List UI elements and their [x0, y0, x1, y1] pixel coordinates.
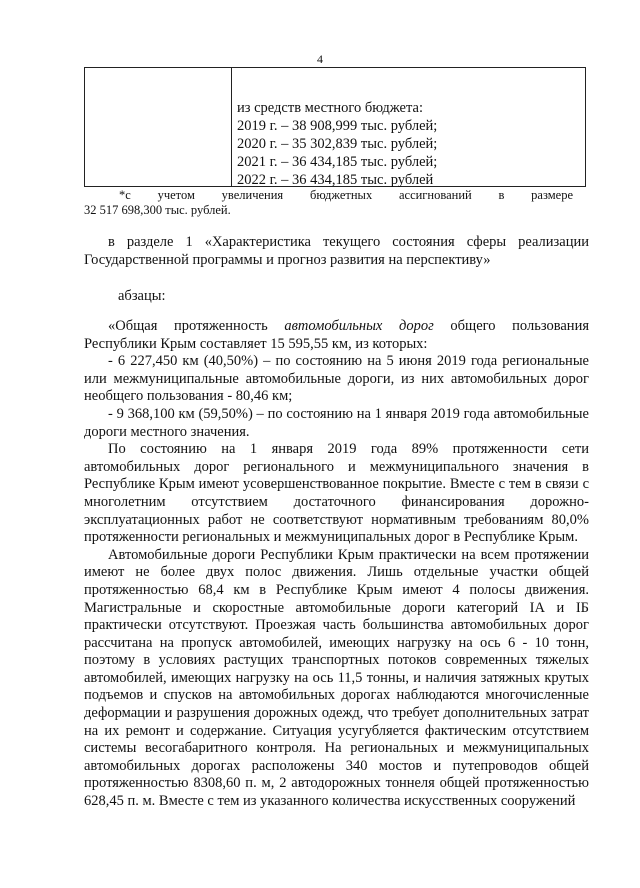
abzacy-label	[84, 288, 589, 306]
body-text	[84, 318, 589, 811]
footnote-word: в	[498, 188, 505, 202]
table-line: из средств местного бюджета:	[237, 100, 423, 116]
footnote-word: ассигнований	[398, 188, 472, 202]
footnote	[84, 188, 573, 218]
table-left-cell	[85, 68, 232, 186]
table-line: 2021 г. – 36 434,185 тыс. рублей;	[237, 154, 438, 170]
footnote-word: увеличения	[221, 188, 284, 202]
paragraph-3: - 9 368,100 км (59,50%) – по состоянию на 1 января 2019 года автомобильные дороги местного значения.	[84, 405, 589, 440]
abzacy-text: абзацы:	[118, 288, 166, 304]
paragraph-1-suffix: общего пользования Республики Крым составляет 15 595,55 км, из которых:	[84, 318, 589, 352]
footnote-word: бюджетных	[309, 188, 373, 202]
paragraph-1-prefix: «Общая протяженность	[108, 318, 285, 334]
footnote-word: размере	[531, 188, 573, 202]
table-line: 2019 г. – 38 908,999 тыс. рублей;	[237, 118, 438, 134]
paragraph-2: - 6 227,450 км (40,50%) – по состоянию на 5 июня 2019 года региональные или межмуниципальные автомобильные дороги, из них автомобильных дорог необщего пользования - 80,46 км;	[84, 353, 589, 405]
paragraph-5: Автомобильные дороги Республики Крым практически на всем протяжении имеют не более двух полос движения. Лишь отдельные участки общей протяженностью 68,4 км в Республике Крым имеют 4 полосы движения. Магистральные и скоростные автомобильные дороги категорий IА и IБ практически отсутствуют. Проезжая часть большинства автомобильных дорог рассчитана на пропуск автомобилей, имеющих нагрузку на ось 6 - 10 тонн, поэтому в условиях растущих транспортных потоков современных тяжелых автомобилей, имеющих нагрузку на ось 11,5 тонны, и наличия затяжных крутых подъемов и спусков на автомобильных дорогах наблюдаются многочисленные деформации и разрушения дорожных одежд, что требует дополнительных затрат на их ремонт и содержание. Ситуация усугубляется фактическим отсутствием системы весогабаритного контроля. На региональных и межмуниципальных автомобильных дорогах расположены 340 мостов и путепроводов общей протяженностью 8308,60 п. м, 2 автодорожных тоннеля общей протяженностью 628,45 п. м. Вместе с тем из указанного количества искусственных сооружений	[84, 546, 589, 810]
footnote-word: учетом	[157, 188, 195, 202]
table-line: 2022 г. – 36 434,185 тыс. рублей	[237, 172, 434, 188]
footnote-word: *с	[119, 188, 131, 202]
table-right-cell	[232, 68, 585, 186]
section-heading	[84, 234, 589, 269]
section-heading-text: в разделе 1 «Характеристика текущего состояния сферы реализации Государственной программы и прогноз развития на перспективу»	[84, 234, 589, 268]
table-line: 2020 г. – 35 302,839 тыс. рублей;	[237, 136, 438, 152]
paragraph-1	[84, 318, 589, 353]
paragraph-4: По состоянию на 1 января 2019 года 89% протяженности сети автомобильных дорог регионального и межмуниципального значения в Республике Крым имеют усовершенствованное покрытие. Вместе с тем в связи с многолетним отсутствием достаточного финансирования дорожно-эксплуатационных работ не соответствуют нормативным требованиям 80,0% протяженности региональных и межмуниципальных дорог в Республике Крым.	[84, 441, 589, 546]
page-number: 4	[317, 52, 323, 66]
footnote-line-2: 32 517 698,300 тыс. рублей.	[84, 203, 231, 217]
budget-table	[84, 67, 586, 187]
footnote-line-1	[84, 188, 573, 203]
paragraph-1-emphasis: автомобильных дорог	[284, 318, 434, 334]
